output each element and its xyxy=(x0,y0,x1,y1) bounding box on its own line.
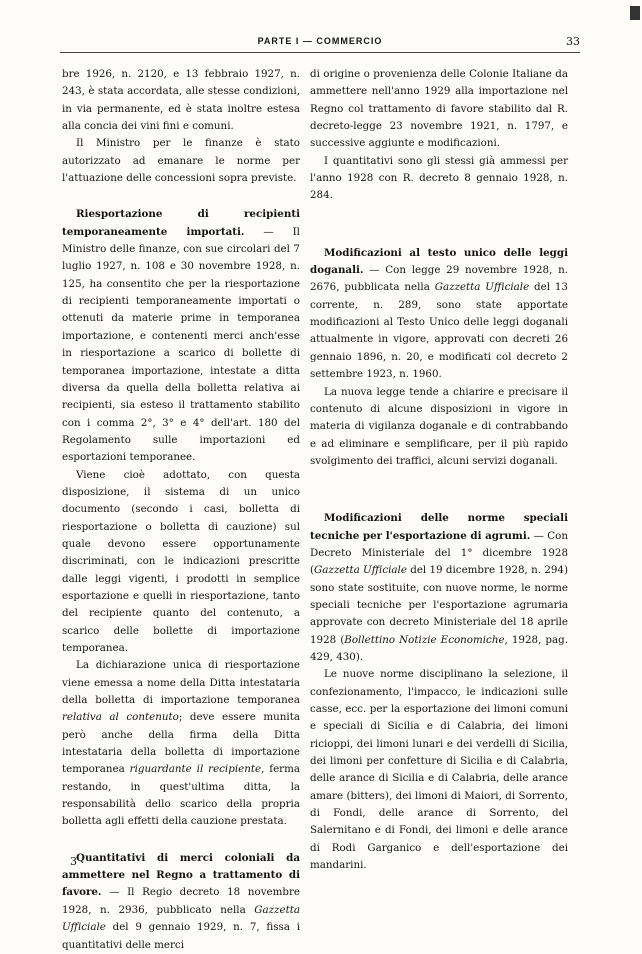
paragraph: Le nuove norme disciplinano la selezione, il confezionamento, l'impacco, le indicazioni sulle casse, ecc. per la esportazione dei limoni comuni e speciali di Sicilia e di Calabria, dei limoni ricioppi, dei limoni lunari e dei verdelli di Sicilia, dei limoni per confetture di Sicilia e di Calabria, delle arance di Sicilia e di Calabria, delle arance amare (bitters), dei limoni di Maiori, di Sorrento, di Fondi, delle arance di Sorrento, del Salernitano e di Fondi, dei limoni e delle arance di Rodi Garganico e dell'esportazione dei mandarini. xyxy=(310,668,568,872)
text-run: del 13 corrente, n. 289, sono state apportate modificazioni al Testo Unico delle leggi doganali attualmente in vigore, approvati con decreti 26 gennaio 1896, n. 20, e modificati col decreto 2 settembre 1923, n. 1960. xyxy=(310,281,568,381)
paragraph xyxy=(62,657,300,830)
section-heading: Modificazioni delle norme speciali tecniche per l'esportazione di agrumi. xyxy=(310,512,568,542)
italic-run: Gazzetta Ufficiale xyxy=(434,281,530,294)
text-run: , ferma restando, in quest'ultima ditta, la responsabilità dello scarico della propria bolletta agli effetti della cauzione prestata. xyxy=(62,763,300,828)
section-agrumi xyxy=(310,510,568,666)
section-heading: Quantitativi di merci coloniali da ammettere nel Regno a trattamento di favore. xyxy=(62,851,300,899)
section-quantitativi xyxy=(62,850,300,954)
running-header-title: PARTE I — COMMERCIO xyxy=(257,36,383,46)
italic-run: relativa al contenuto xyxy=(62,711,179,724)
paragraph: Il Ministro per le finanze è stato autorizzato ad emanare le norme per l'attuazione delle concessioni sopra previste. xyxy=(62,137,300,185)
text-run: — Il Regio decreto 18 novembre 1928, n. 2936, pubblicato nella xyxy=(62,886,300,916)
text-run: del 19 dicembre 1928, n. 294) sono state sostituite, con nuove norme, le norme speciali tecniche per l'esportazione agrumaria approvate con decreto Ministeriale del 18 aprile 1928 ( xyxy=(310,564,568,646)
running-header xyxy=(60,34,580,53)
paragraph: di origine o provenienza delle Colonie Italiane da ammettere nell'anno 1929 alla importazione nel Regno col trattamento di favore stabilito dal R. decreto-legge 23 novembre 1921, n. 1797, e successive aggiunte e modificazioni. xyxy=(310,68,568,150)
section-body: — Il Ministro delle finanze, con sue circolari del 7 luglio 1927, n. 108 e 30 novembre 1928, n. 125, ha consentito che per la riesportazione di recipienti temporaneamente importati o ottenuti da materie prime in temporanea importazione, e contenenti merci anch'esse in riesportazione a scarico di bollette di temporanea importazione, intestate a ditta diversa da quella della bolletta relativa ai recipienti, sia esteso il trattamento stabilito con i comma 2°, 3° e 4° dell'art. 180 del Regolamento sulle importazioni ed esportazioni temporanee. xyxy=(62,225,300,464)
paragraph: I quantitativi sono gli stessi già ammessi per l'anno 1928 con R. decreto 8 gennaio 1928, n. 284. xyxy=(310,154,568,202)
text-run: La dichiarazione unica di riesportazione viene emessa a nome della Ditta intestataria della bolletta di importazione temporanea xyxy=(62,659,300,707)
left-column xyxy=(62,66,300,954)
scan-corner-mark xyxy=(630,6,640,20)
text-run: — Con Decreto Ministeriale del 1° dicembre 1928 ( xyxy=(310,529,568,577)
text-run: ; deve essere munita però anche della firma della Ditta intestataria della bolletta di importazione temporanea xyxy=(62,711,300,776)
paragraph: La nuova legge tende a chiarire e precisare il contenuto di alcune disposizioni in vigore in materia di vigilanza doganale e di contrabbando e ad eliminare e semplificare, per il più rapido svolgimento dei traffici, alcuni servizi doganali. xyxy=(310,385,568,467)
paragraph: Viene cioè adottato, con questa disposizione, il sistema di un unico documento (secondo i casi, bolletta di riesportazione o bolletta di cauzione) sul quale devono essere opportunamente discriminati, con le indicazioni prescritte dalle leggi vigenti, i prodotti in semplice esportazione e quelli in riesportazione, tanto del recipiente quanto del contenuto, a scarico delle bollette di importazione temporanea. xyxy=(62,468,300,654)
signature-marker: 3 xyxy=(70,855,77,868)
text-run: , 1928, pag. 429, 430). xyxy=(310,633,568,663)
section-testo-unico xyxy=(310,245,568,384)
text-run: del 9 gennaio 1929, n. 7, fissa i quantitativi delle merci xyxy=(62,921,300,951)
right-column xyxy=(310,66,568,874)
italic-run: Gazzetta Ufficiale xyxy=(314,564,407,577)
italic-run: Gazzetta Ufficiale xyxy=(62,903,300,934)
italic-run: riguardante il recipiente xyxy=(129,763,262,776)
section-heading: Riesportazione di recipienti temporaneamente importati. xyxy=(62,208,300,238)
paragraph: bre 1926, n. 2120, e 13 febbraio 1927, n. 243, è stata accordata, alle stesse condizioni, in via permanente, ed è stata inoltre estesa alla concia dei vini fini e comuni. xyxy=(62,68,300,133)
section-heading: Modificazioni al testo unico delle leggi doganali. xyxy=(310,246,568,277)
page-number: 33 xyxy=(566,35,580,48)
section-riesportazione xyxy=(62,206,300,466)
italic-run: Bollettino Notizie Economiche xyxy=(344,633,505,646)
text-run: — Con legge 29 novembre 1928, n. 2676, pubblicata nella xyxy=(310,264,568,294)
